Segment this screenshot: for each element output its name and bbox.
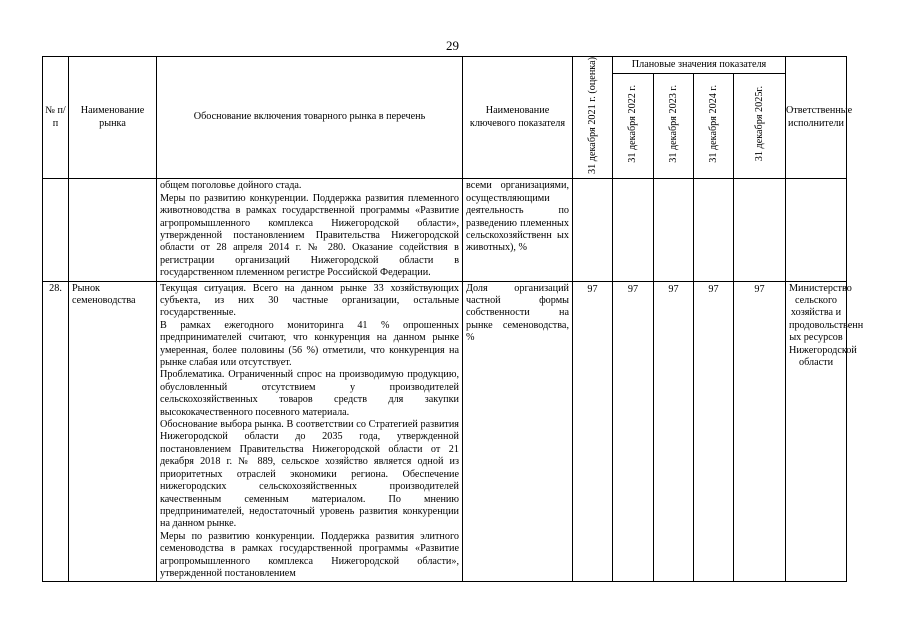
cell-responsible <box>786 179 847 281</box>
table-header-row <box>43 57 847 74</box>
justification-paragraph: Обоснование выбора рынка. В соответствии со Стратегией развития Нижегородской области до 2035 года, утвержденной постановлением Правительства Нижегородской области от 21 декабря 2018 г. № 889, сельское хозяйство является одной из приоритетных отраслей экономики региона. Обеспечение нижегородских сельскохозяйственных производителей качественным семенным материалом. По мнению предпринимателей, недостаточный уровень развития конкуренции на данном рынке. <box>160 419 459 530</box>
header-2022: 31 декабря 2022 г. <box>613 73 654 179</box>
cell-2025: 97 <box>734 281 786 582</box>
cell-2024: 97 <box>694 281 734 582</box>
cell-2025 <box>734 179 786 281</box>
header-2021: 31 декабря 2021 г. (оценка) <box>573 57 613 179</box>
justification-paragraph: Меры по развитию конкуренции. Поддержка развития элитного семеноводства в рамках государственной программы «Развитие агропромышленного комплекса Нижегородской области», утвержденной постановлением <box>160 530 459 579</box>
header-planned-values: Плановые значения показателя <box>613 57 786 74</box>
cell-2022 <box>613 179 654 281</box>
page-number: 29 <box>446 38 459 53</box>
justification-paragraph: В рамках ежегодного мониторинга 41 % опрошенных предпринимателей считают, что конкуренция на данном рынке умеренная, более половины (56 %) отметили, что конкуренция на рынке слабая или отсутствует. <box>160 319 459 369</box>
competition-markets-table <box>42 56 864 582</box>
justification-paragraph: Меры по развитию конкуренции. Поддержка развития племенного животноводства в рамках государственной программы «Развитие агропромышленного комплекса Нижегородской области», утвержденной постановлением Правительства Нижегородской области от 28 апреля 2014 г. № 280. Оказание содействия в регистрации организаций Нижегородской области в государственном племенном регистре Российской Федерации. <box>160 192 459 279</box>
header-2023: 31 декабря 2023 г. <box>654 73 694 179</box>
cell-market <box>69 179 157 281</box>
cell-responsible: Министерство сельского хозяйства и продовольственн ых ресурсов Нижегородской области <box>786 281 847 582</box>
cell-2023 <box>654 179 694 281</box>
cell-2024 <box>694 179 734 281</box>
header-2025: 31 декабря 2025г. <box>734 73 786 179</box>
header-responsible: Ответственные исполнители <box>786 57 847 179</box>
header-2024: 31 декабря 2024 г. <box>694 73 734 179</box>
header-justification: Обоснование включения товарного рынка в перечень <box>157 57 463 179</box>
cell-indicator: Доля организаций частной формы собственности на рынке семеноводства, % <box>463 281 573 582</box>
table-row-28 <box>43 281 847 582</box>
cell-num: 28. <box>43 281 69 582</box>
justification-paragraph: общем поголовье дойного стада. <box>160 180 302 192</box>
justification-paragraph: Проблематика. Ограниченный спрос на производимую продукцию, обусловленный отсутствием у производителей сельскохозяйственных товаров средств для закупки высококачественного посевного материала. <box>160 369 459 418</box>
cell-justification <box>157 179 463 281</box>
justification-paragraph: Текущая ситуация. Всего на данном рынке 33 хозяйствующих субъекта, из них 30 частные организации, остальные государственные. <box>160 282 459 319</box>
cell-num <box>43 179 69 281</box>
table-row-continuation <box>43 179 847 281</box>
header-market: Наименование рынка <box>69 57 157 179</box>
cell-2022: 97 <box>613 281 654 582</box>
header-indicator: Наименование ключевого показателя <box>463 57 573 179</box>
cell-2021 <box>573 179 613 281</box>
cell-market: Рынок семеноводства <box>69 281 157 582</box>
cell-2021: 97 <box>573 281 613 582</box>
cell-indicator: всеми организациями, осуществляющими деятельность по разведению племенных сельскохозяйственн ых животных), % <box>463 179 573 281</box>
cell-2023: 97 <box>654 281 694 582</box>
header-num: № п/п <box>43 57 69 179</box>
cell-justification <box>157 281 463 582</box>
